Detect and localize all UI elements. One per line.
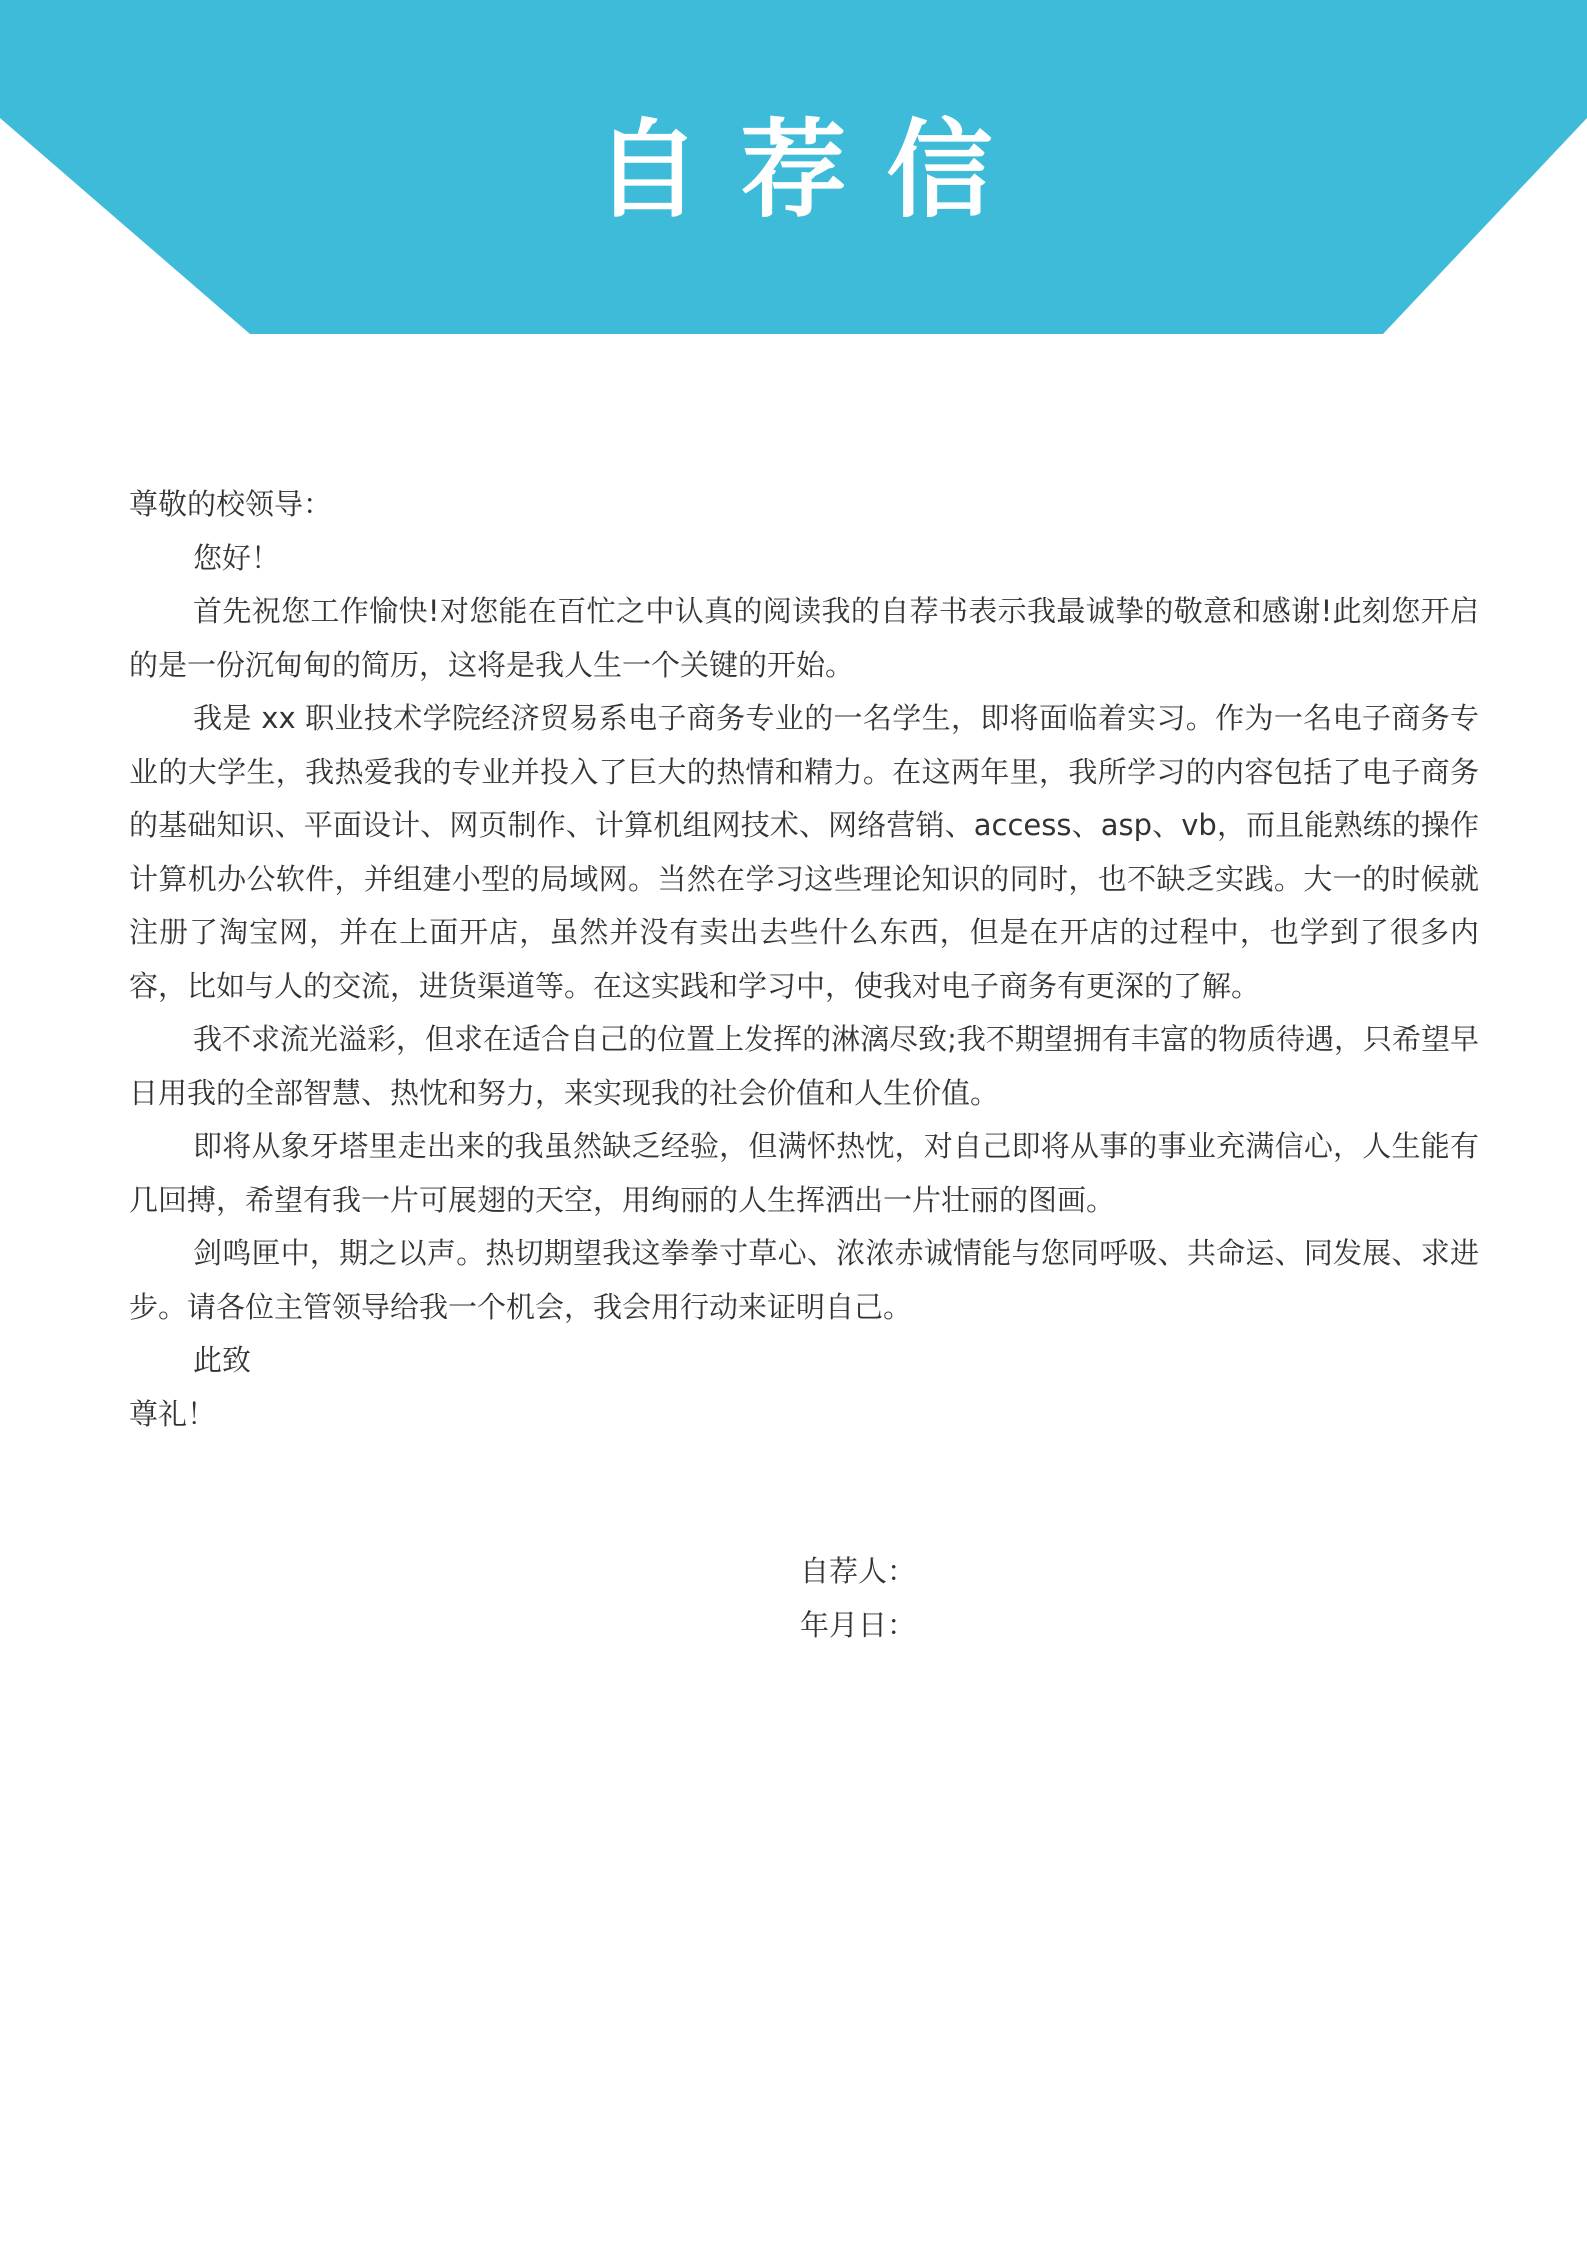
date-label: 年月日： (800, 1607, 917, 1642)
recommender-label: 自荐人： (800, 1554, 917, 1588)
page-title: 自荐信 (594, 109, 1033, 232)
paragraph-3: 我不求流光溢彩，但求在适合自己的位置上发挥的淋漓尽致;我不期望拥有丰富的物质待遇，只希望早日用我的全部智慧、热忱和努力，来实现我的社会价值和人生价值。 (129, 1022, 1479, 1110)
paragraph-2: 我是 xx 职业技术学院经济贸易系电子商务专业的一名学生，即将面临着实习。作为一名电子商务专业的大学生，我热爱我的专业并投入了巨大的热情和精力。在这两年里，我所学习的内容包括了电子商务的基础知识、平面设计、网页制作、计算机组网技术、网络营销、access、asp、vb，而且能熟练的操作计算机办公软件，并组建小型的局域网。当然在学习这些理论知识的同时，也不缺乏实践。大一的时候就注册了淘宝网，并在上面开店，虽然并没有卖出去些什么东西，但是在开店的过程中，也学到了很多内容，比如与人的交流，进货渠道等。在这实践和学习中，使我对电子商务有更深的了解。 (129, 701, 1479, 1003)
closing: 此致 (193, 1343, 252, 1377)
letter-body (129, 478, 1479, 1441)
paragraph-4: 即将从象牙塔里走出来的我虽然缺乏经验，但满怀热忱，对自己即将从事的事业充满信心，人生能有几回搏，希望有我一片可展翅的天空，用绚丽的人生挥洒出一片壮丽的图画。 (129, 1129, 1479, 1217)
salutation: 尊敬的校领导： (129, 487, 333, 521)
paragraph-1: 首先祝您工作愉快!对您能在百忙之中认真的阅读我的自荐书表示我最诚挚的敬意和感谢!此刻您开启的是一份沉甸甸的简历，这将是我人生一个关键的开始。 (129, 594, 1479, 682)
greeting: 您好！ (193, 540, 281, 575)
signature-block (800, 1545, 916, 1652)
paragraph-5: 剑鸣匣中，期之以声。热切期望我这拳拳寸草心、浓浓赤诚情能与您同呼吸、共命运、同发展、求进步。请各位主管领导给我一个机会，我会用行动来证明自己。 (129, 1236, 1479, 1324)
regards: 尊礼！ (129, 1396, 217, 1431)
